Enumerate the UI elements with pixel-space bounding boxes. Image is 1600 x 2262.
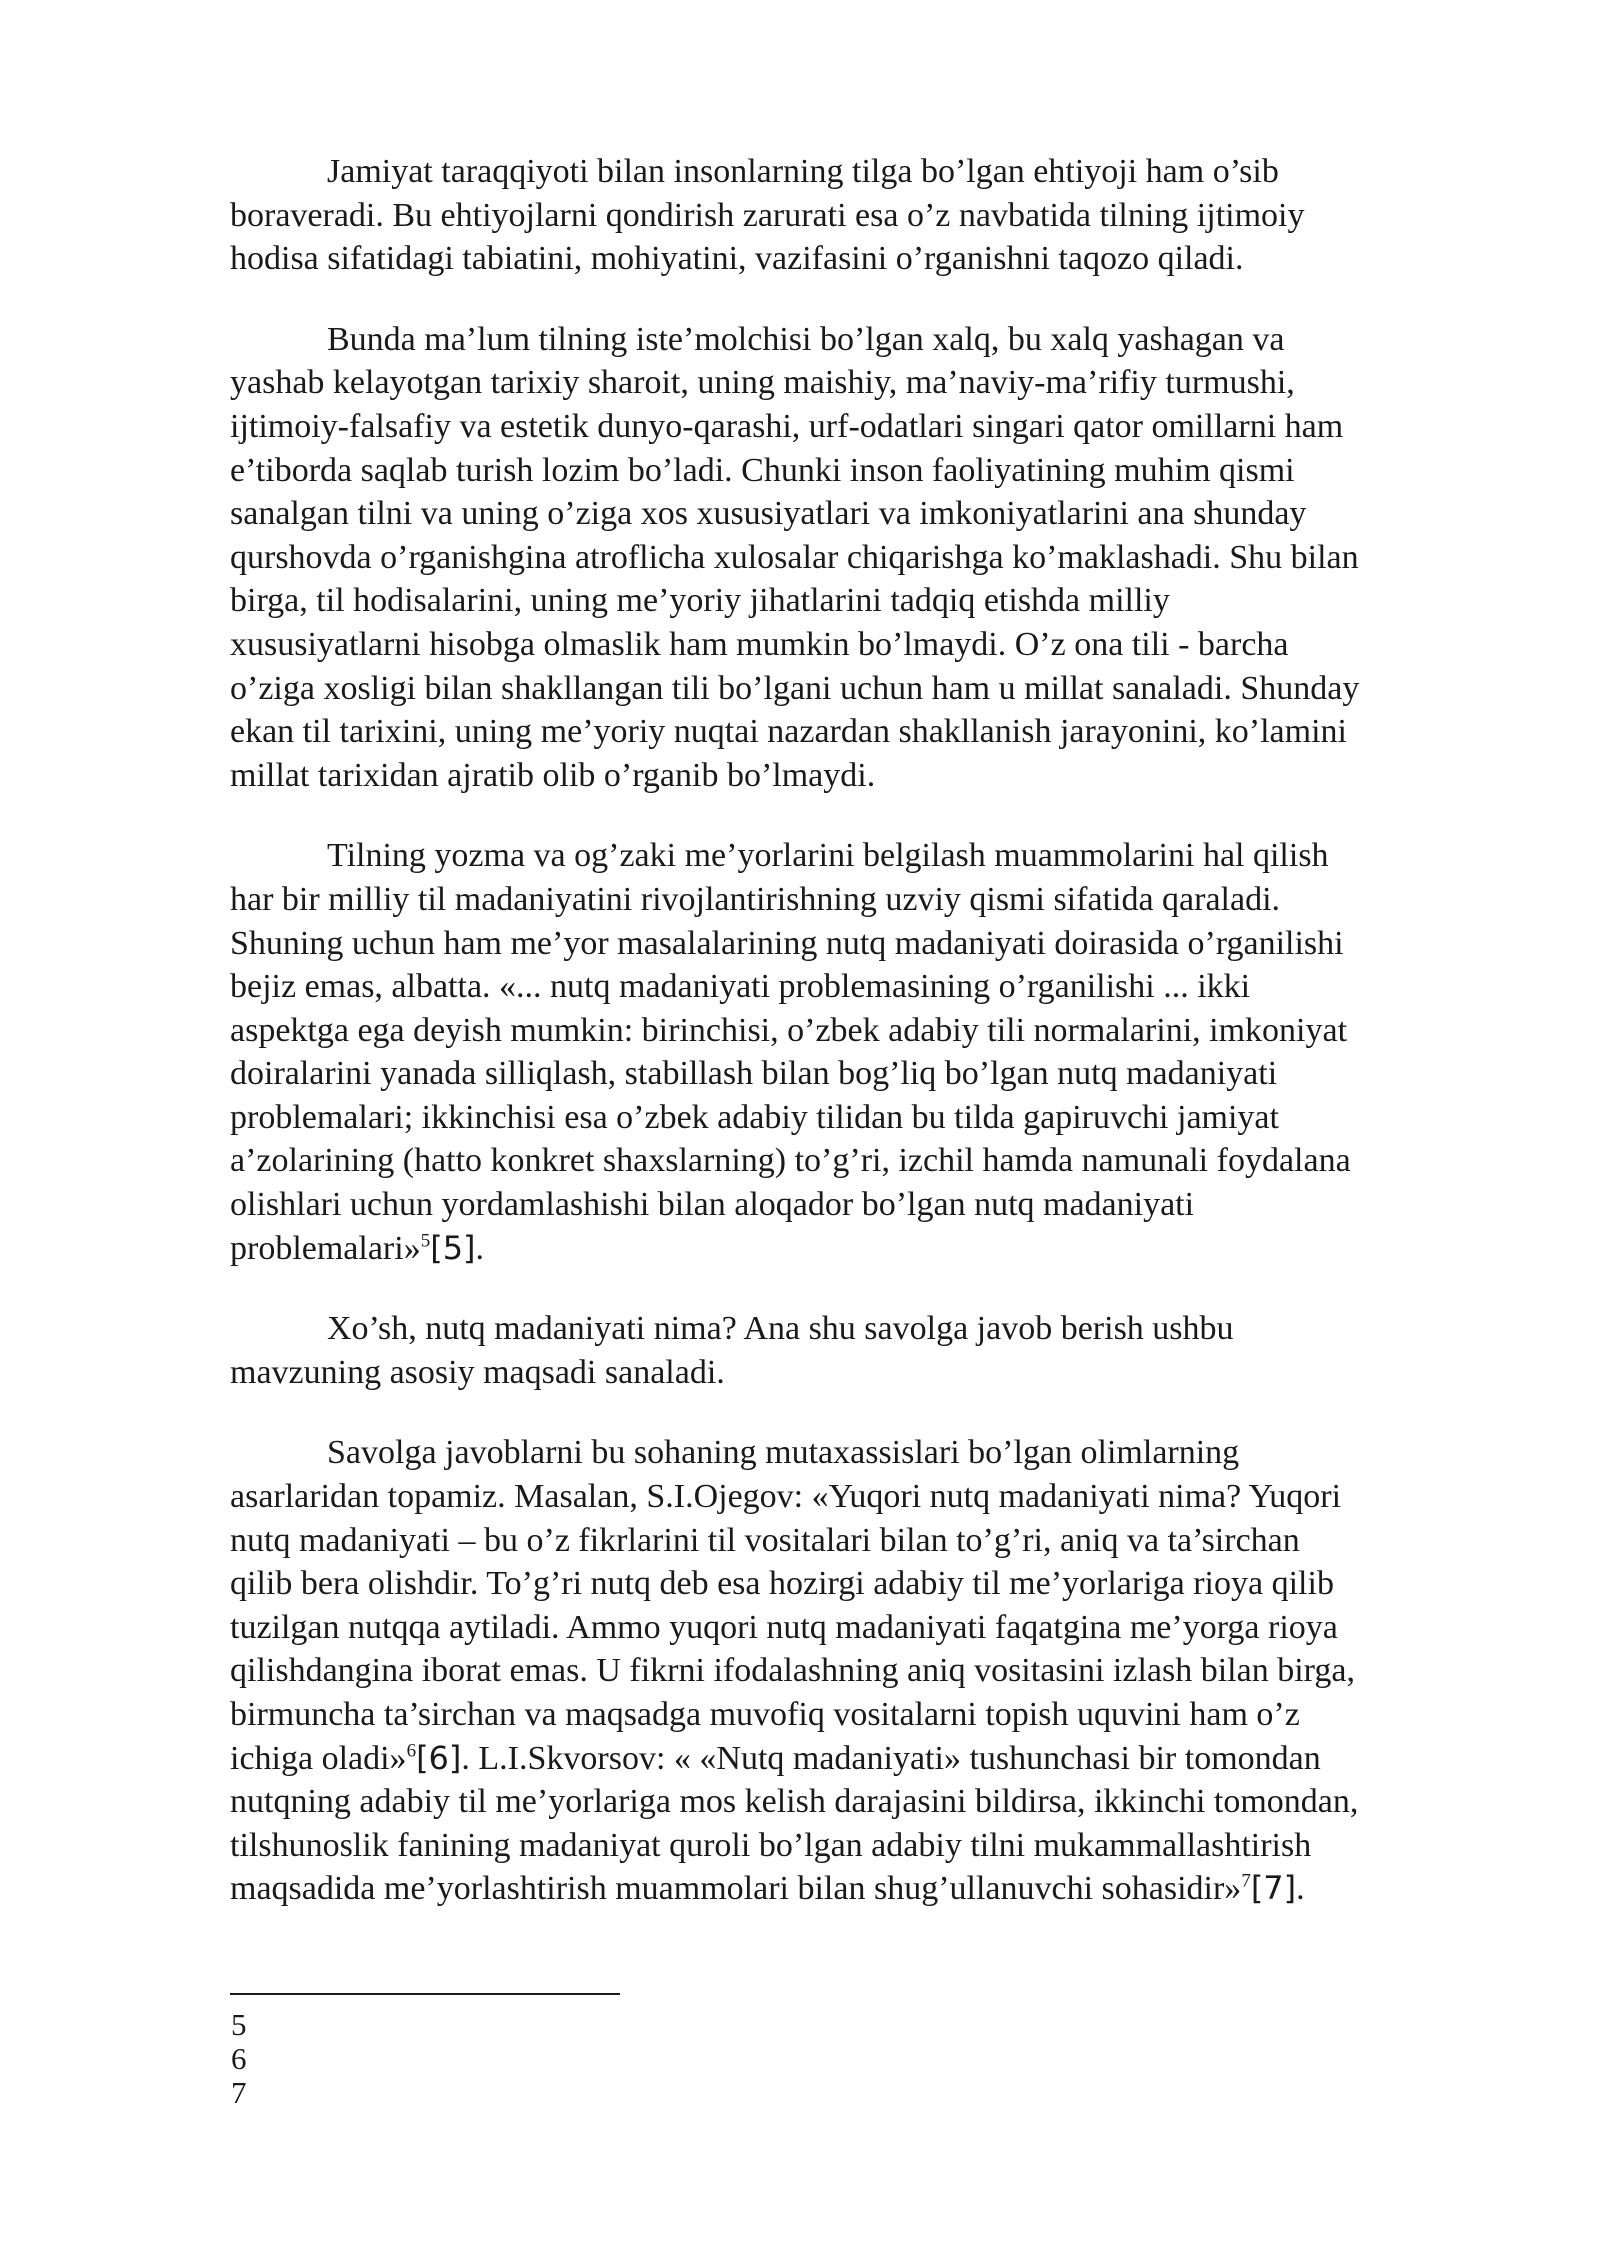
footnote-item: 5 [231,2007,247,2042]
paragraph-4 [230,1307,1490,1394]
paragraph-1 [230,150,1490,281]
paragraph-5 [230,1431,1490,1911]
paragraph-tail: . [475,1229,485,1267]
paragraph-text: Xo’sh, nutq madaniyati nima? Ana shu savolga javob berish ushbu mavzuning asosiy maqsadi sanaladi. [230,1310,1234,1391]
footnotes [231,2008,247,2110]
paragraph-text: Jamiyat taraqqiyoti bilan insonlarning tilga bo’lgan ehtiyoji ham o’sib boraveradi. Bu ehtiyojlarni qondirish zarurati esa o’z navbatida tilning ijtimoiy hodisa sifatidagi tabiatini, mohiyatini, vazifasini o’rganishni taqozo qiladi. [230,153,1305,278]
paragraph-tail: . [1296,1870,1305,1908]
paragraph-3 [230,834,1490,1270]
document-page [230,150,1490,1948]
paragraph-text: Bunda ma’lum tilning iste’molchisi bo’lgan xalq, bu xalq yashagan va yashab kelayotgan tarixiy sharoit, uning maishiy, ma’naviy-ma’rifiy turmushi, ijtimoiy-falsafiy va estetik dunyo-qarashi, urf-odatlari singari qator omillarni ham e’tiborda saqlab turish lozim bo’ladi. Chunki inson faoliyatining muhim qismi sanalgan tilni va uning o’ziga xos xususiyatlari va imkoniyatlarini ana shunday qurshovda o’rganishgina atroflicha xulosalar chiqarishga ko’maklashadi. Shu bilan birga, til hodisalarini, uning me’yoriy jihatlarini tadqiq etishda milliy xususiyatlarni hisobga olmaslik ham mumkin bo’lmaydi. O’z ona tili - barcha o’ziga xosligi bilan shakllangan tili bo’lgani uchun ham u millat sanaladi. Shunday ekan til tarixini, uning me’yoriy nuqtai nazardan shakllanish jarayonini, ko’lamini millat tarixidan ajratib olib o’rganib bo’lmaydi. [230,320,1360,794]
paragraph-tail: . L.I.Skvorsov: « «Nutq madaniyati» tushunchasi bir tomondan nutqning adabiy til me’yorlariga mos kelish darajasini bildirsa, ikkinchi tomondan, tilshunoslik fanining madaniyat quroli bo’lgan adabiy tilni mukammallashtirish maqsadida me’yorlashtirish muammolari bilan shug’ullanuvchi sohasidir» [230,1739,1359,1908]
paragraph-2 [230,318,1490,798]
footnote-marker[interactable]: 6 [406,1740,417,1762]
footnote-marker[interactable]: 7 [1241,1871,1251,1893]
citation-reference: [7] [1250,1869,1297,1908]
footnote-item: 6 [231,2041,247,2076]
paragraph-text: Savolga javoblarni bu sohaning mutaxassislari bo’lgan olimlarning asarlaridan topamiz. Masalan, S.I.Ojegov: «Yuqori nutq madaniyati nima? Yuqori nutq madaniyati – bu o’z fikrlarini til vositalari bilan to’g’ri, aniq va ta’sirchan qilib bera olishdir. To’g’ri nutq deb esa hozirgi adabiy til me’yorlariga rioya qilib tuzilgan nutqqa aytiladi. Ammo yuqori nutq madaniyati faqatgina me’yorga rioya qilishdangina iborat emas. U fikrni ifodalashning aniq vositasini izlash bilan birga, birmuncha ta’sirchan va maqsadga muvofiq vositalarni topish uquvini ham o’z ichiga oladi» [230,1434,1355,1777]
footnote-marker[interactable]: 5 [420,1230,431,1252]
footnote-item: 7 [231,2075,247,2110]
citation-reference: [6] [416,1738,462,1777]
citation-reference: [5] [430,1228,476,1267]
footnote-separator [230,1993,620,1995]
paragraph-text: Tilning yozma va og’zaki me’yorlarini belgilash muammolarini hal qilish har bir milliy til madaniyatini rivojlantirishning uzviy qismi sifatida qaraladi. Shuning uchun ham me’yor masalalarining nutq madaniyati doirasida o’rganilishi bejiz emas, albatta. «... nutq madaniyati problemasining o’rganilishi ... ikki aspektga ega deyish mumkin: birinchisi, o’zbek adabiy tili normalarini, imkoniyat doiralarini yanada silliqlash, stabillash bilan bog’liq bo’lgan nutq madaniyati problemalari; ikkinchisi esa o’zbek adabiy tilidan bu tilda gapiruvchi jamiyat a’zolarining (hatto konkret shaxslarning) to’g’ri, izchil hamda namunali foydalana olishlari uchun yordamlashishi bilan aloqador bo’lgan nutq madaniyati problemalari» [230,837,1351,1267]
